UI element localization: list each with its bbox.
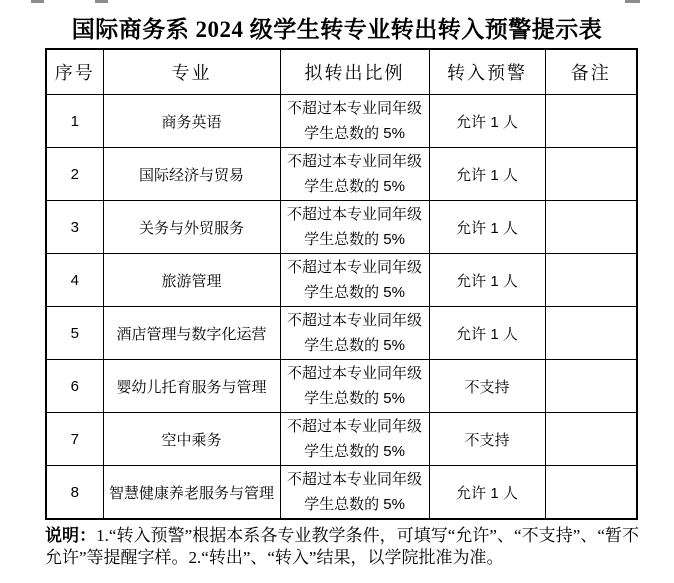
cell-remark [545, 148, 637, 201]
cell-major: 关务与外贸服务 [103, 201, 280, 254]
ratio-line-1: 不超过本专业同年级 [286, 153, 422, 170]
cell-major: 酒店管理与数字化运营 [103, 307, 280, 360]
cell-ratio [280, 95, 429, 148]
cell-number: 3 [46, 201, 103, 254]
column-header-number: 序号 [46, 49, 103, 95]
cell-warning: 不支持 [429, 360, 545, 413]
table-row [46, 413, 637, 466]
table-body [46, 95, 637, 520]
cell-major: 婴幼儿托育服务与管理 [103, 360, 280, 413]
cell-number: 8 [46, 466, 103, 520]
cell-remark [545, 360, 637, 413]
cell-number: 6 [46, 360, 103, 413]
cell-number: 7 [46, 413, 103, 466]
cell-ratio [280, 254, 429, 307]
ratio-line-2: 学生总数的 5% [304, 178, 405, 195]
ratio-line-2: 学生总数的 5% [304, 284, 405, 301]
cell-major: 旅游管理 [103, 254, 280, 307]
cell-major: 空中乘务 [103, 413, 280, 466]
cell-number: 1 [46, 95, 103, 148]
ratio-line-1: 不超过本专业同年级 [286, 259, 422, 276]
cell-remark [545, 254, 637, 307]
cell-remark [545, 201, 637, 254]
cell-major: 商务英语 [103, 95, 280, 148]
ratio-line-1: 不超过本专业同年级 [286, 312, 422, 329]
cell-remark [545, 307, 637, 360]
cell-number: 5 [46, 307, 103, 360]
table-row [46, 254, 637, 307]
cell-ratio [280, 360, 429, 413]
cell-number: 2 [46, 148, 103, 201]
table-row [46, 201, 637, 254]
ratio-line-2: 学生总数的 5% [304, 390, 405, 407]
cell-major: 国际经济与贸易 [103, 148, 280, 201]
scan-artifact [31, 0, 44, 3]
cell-warning: 允许 1 人 [429, 201, 545, 254]
cell-ratio [280, 466, 429, 520]
cell-warning: 允许 1 人 [429, 466, 545, 520]
ratio-line-1: 不超过本专业同年级 [286, 418, 422, 435]
column-header-warning: 转入预警 [429, 49, 545, 95]
cell-remark [545, 466, 637, 520]
cell-ratio [280, 307, 429, 360]
cell-warning: 不支持 [429, 413, 545, 466]
table-row [46, 95, 637, 148]
table-row [46, 466, 637, 520]
ratio-line-1: 不超过本专业同年级 [286, 471, 422, 488]
cell-ratio [280, 148, 429, 201]
ratio-line-2: 学生总数的 5% [304, 443, 405, 460]
footer-note-label: 说明： [45, 526, 97, 545]
ratio-line-2: 学生总数的 5% [304, 125, 405, 142]
cell-remark [545, 95, 637, 148]
column-header-remark: 备注 [545, 49, 637, 95]
table-header-row [46, 49, 637, 95]
ratio-line-2: 学生总数的 5% [304, 337, 405, 354]
cell-warning: 允许 1 人 [429, 254, 545, 307]
table-row [46, 148, 637, 201]
cell-remark [545, 413, 637, 466]
cell-warning: 允许 1 人 [429, 148, 545, 201]
transfer-warning-table [45, 48, 638, 520]
cell-warning: 允许 1 人 [429, 95, 545, 148]
table-row [46, 307, 637, 360]
ratio-line-1: 不超过本专业同年级 [286, 206, 422, 223]
cell-major: 智慧健康养老服务与管理 [103, 466, 280, 520]
table-row [46, 360, 637, 413]
cell-warning: 允许 1 人 [429, 307, 545, 360]
scan-artifact [625, 0, 640, 3]
cell-ratio [280, 201, 429, 254]
ratio-line-1: 不超过本专业同年级 [286, 100, 422, 117]
ratio-line-2: 学生总数的 5% [304, 496, 405, 513]
ratio-line-1: 不超过本专业同年级 [286, 365, 422, 382]
page-title: 国际商务系 2024 级学生转专业转出转入预警提示表 [71, 17, 603, 42]
footer-note-text: 1.“转入预警”根据本系各专业教学条件，可填写“允许”、“不支持”、“暂不允许”等提醒字样。2.“转出”、“转入”结果，以学院批准为准。 [45, 526, 639, 567]
scan-artifact [95, 0, 108, 3]
column-header-major: 专业 [103, 49, 280, 95]
footer-note [45, 525, 639, 569]
cell-ratio [280, 413, 429, 466]
column-header-ratio: 拟转出比例 [280, 49, 429, 95]
ratio-line-2: 学生总数的 5% [304, 231, 405, 248]
cell-number: 4 [46, 254, 103, 307]
